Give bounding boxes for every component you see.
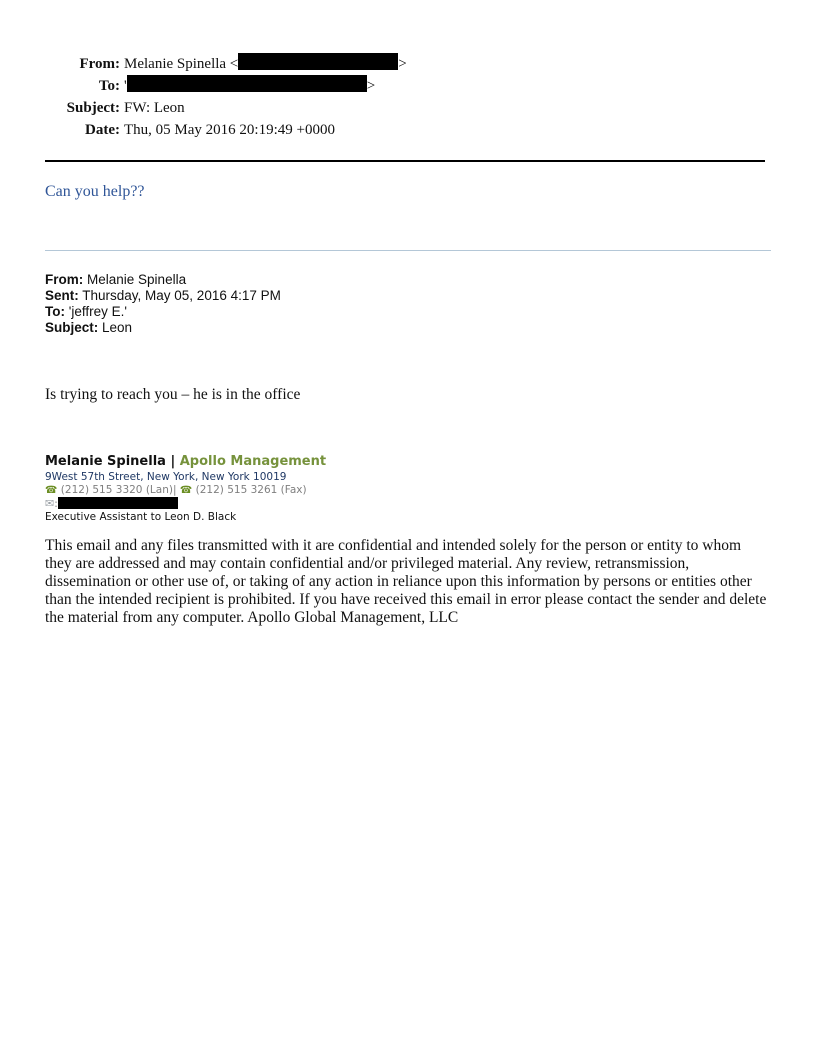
header-from-value: Melanie Spinella < [124,56,239,72]
signature-company: Apollo Management [179,454,327,469]
header-subject-value: FW: Leon [124,100,185,116]
header-from-row [45,53,407,75]
fwd-sent-value: Thursday, May 05, 2016 4:17 PM [82,288,281,303]
redaction-bar [238,53,398,70]
header-to-value: ' [124,78,127,94]
forward-divider [45,250,771,251]
signature-block [45,453,326,524]
confidentiality-disclaimer: This email and any files transmitted with it are confidential and intended solely for the person or entity to whom they are addressed and may contain confidential and/or privileged material. Any review, retransmission, dissemination or other use of, or taking of any action in reliance upon this information by persons or entities other than the intended recipient is prohibited. If you have received this email in error please contact the sender and delete the material from any computer. Apollo Global Management, LLC [45,537,767,626]
fwd-from-label: From: [45,272,84,287]
fwd-subject-row [45,320,281,336]
signature-fax: (212) 515 3261 (Fax) [192,484,307,496]
fwd-to-value: 'jeffrey E.' [68,304,127,319]
signature-name: Melanie Spinella [45,454,166,469]
fwd-from-value: Melanie Spinella [87,272,187,287]
fwd-to-row [45,304,281,320]
signature-phone-line [45,484,326,497]
header-to-close: > [366,78,376,94]
phone-icon: ☎ [179,485,193,496]
header-subject-row [45,97,407,119]
signature-title: Executive Assistant to Leon D. Black [45,511,237,523]
fwd-sent-label: Sent: [45,288,79,303]
fwd-sent-row [45,288,281,304]
signature-name-line [45,453,326,471]
header-subject-label: Subject: [66,100,120,116]
header-to-row [45,75,407,97]
header-date-label: Date: [85,122,120,138]
redaction-bar [127,75,367,92]
forwarded-header [45,272,281,336]
header-from-close: > [398,56,407,72]
redaction-bar [58,497,178,509]
signature-address: 9West 57th Street, New York, New York 10019 [45,471,287,483]
header-divider [45,160,765,162]
signature-phone: (212) 515 3320 (Lan)| [57,484,177,496]
signature-separator: | [165,454,180,469]
header-from-label: From: [79,56,120,72]
message-body: Is trying to reach you – he is in the office [45,386,301,403]
header-date-row [45,119,407,141]
header-date-value: Thu, 05 May 2016 20:19:49 +0000 [124,122,335,138]
signature-mail-line [45,497,326,511]
fwd-subject-value: Leon [102,320,133,335]
fwd-subject-label: Subject: [45,320,99,335]
phone-icon: ☎ [45,485,58,496]
signature-mail-prefix: : [54,498,58,510]
mail-icon: ✉ [45,497,55,510]
fwd-from-row [45,272,281,288]
header-to-label: To: [98,78,120,94]
email-header [45,53,407,141]
forward-note: Can you help?? [45,183,145,200]
fwd-to-label: To: [45,304,65,319]
